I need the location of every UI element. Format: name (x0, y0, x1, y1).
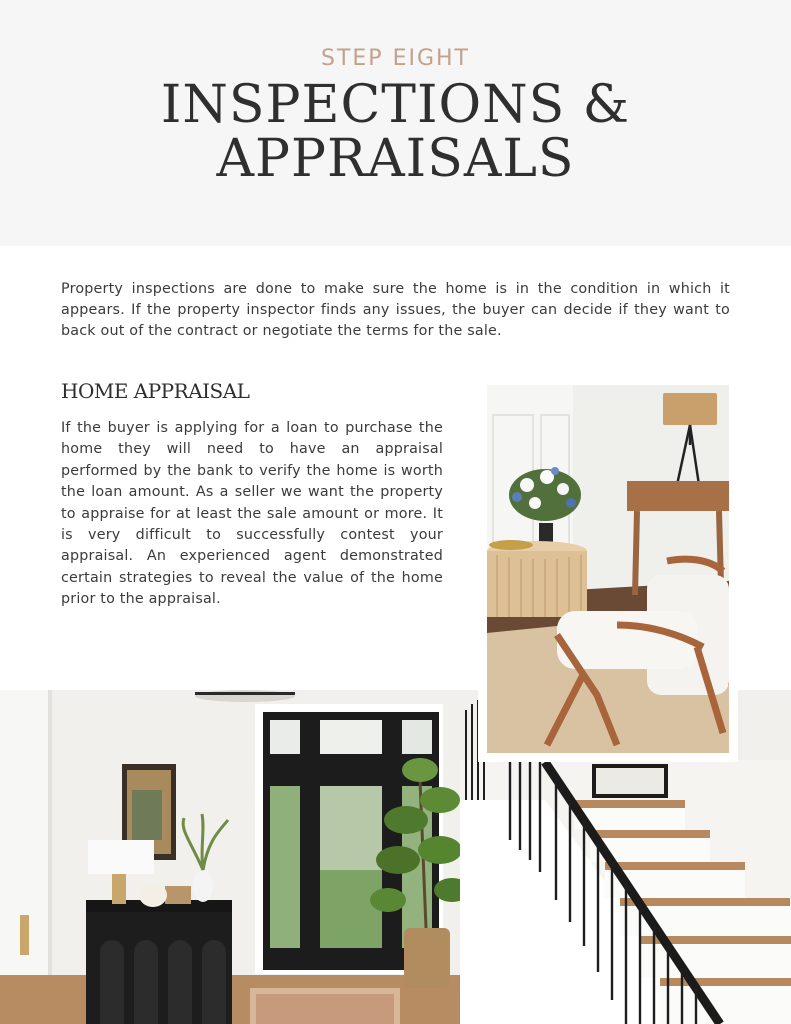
title-line-1: INSPECTIONS & (160, 75, 631, 135)
living-room-illustration (487, 385, 729, 753)
section-heading-home-appraisal: HOME APPRAISAL (61, 379, 250, 403)
step-label: STEP EIGHT (321, 46, 470, 71)
header-band (0, 0, 791, 246)
home-appraisal-paragraph: If the buyer is applying for a loan to purchase the home they will need to have an appraisal performed by the bank to verify the home is worth the loan amount. As a seller we want the property to appraise for at least the sale amount or more. It is very difficult to successfully contest your appraisal. An experienced agent demonstrated certain strategies to reveal the value of the home prior to the appraisal. (61, 420, 443, 608)
living-room-photo (487, 385, 729, 753)
intro-paragraph: Property inspections are done to make sure the home is in the condition in which it appears. If the property inspector finds any issues, the buyer can decide if they want to back out of the contract or negotiate the terms for the sale. (61, 281, 730, 339)
title-line-2: APPRAISALS (216, 129, 575, 189)
living-room-photo-frame (478, 376, 738, 762)
page-title (0, 75, 791, 189)
